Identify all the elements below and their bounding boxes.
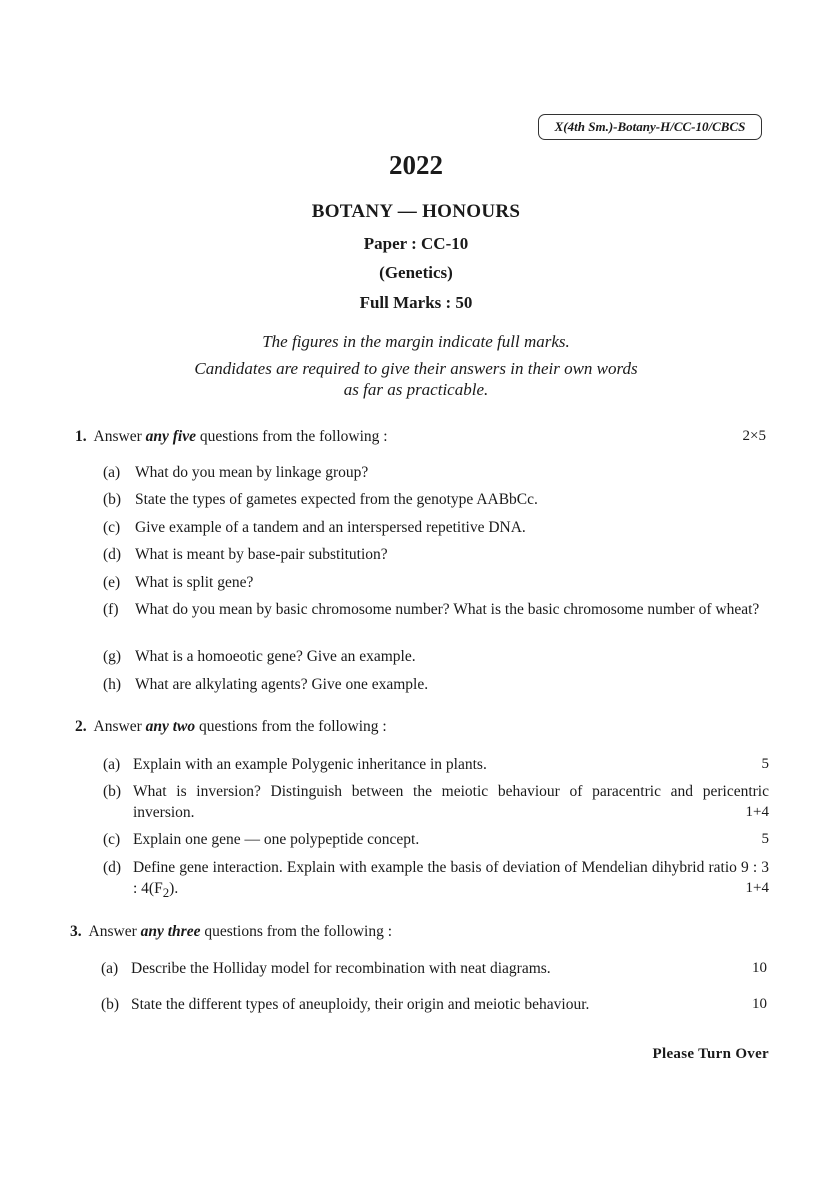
- item-text: What do you mean by linkage group?: [135, 464, 369, 481]
- question-lead: Answer: [93, 428, 142, 445]
- q3-item-b: [101, 994, 767, 1015]
- question-tail: questions from the following :: [199, 428, 388, 445]
- item-text: What is split gene?: [135, 574, 254, 591]
- question-2-heading: [75, 718, 387, 736]
- item-text: What is inversion? Distinguish between the meiotic behaviour of paracentric and pericentric inversion.: [133, 783, 769, 821]
- instruction-line: as far as practicable.: [343, 380, 489, 399]
- item-text: [133, 857, 769, 903]
- q2-item-d: [103, 857, 769, 903]
- question-1-heading: [75, 428, 388, 446]
- q1-item-b: [103, 489, 769, 510]
- item-text: What do you mean by basic chromosome number? What is the basic chromosome number of wheat?: [135, 601, 760, 618]
- item-label: (b): [101, 996, 120, 1013]
- instruction-line: Candidates are required to give their answers in their own words: [194, 359, 638, 378]
- paper-topic: (Genetics): [379, 263, 453, 282]
- question-lead: Answer: [93, 718, 142, 735]
- item-label: (c): [103, 519, 121, 536]
- instruction-marks: The figures in the margin indicate full marks.: [262, 332, 570, 351]
- item-text: What is a homoeotic gene? Give an example.: [135, 648, 416, 665]
- item-marks: 1+4: [745, 804, 769, 820]
- q1-item-h: [103, 674, 769, 695]
- q2-item-c: [103, 829, 769, 850]
- item-label: (a): [103, 756, 121, 773]
- subscript-2: 2: [162, 885, 170, 901]
- question-emphasis: any two: [145, 718, 196, 735]
- question-emphasis: any five: [145, 428, 196, 445]
- q3-item-a: [101, 958, 767, 979]
- item-text: What is meant by base-pair substitution?: [135, 546, 388, 563]
- item-text: Give example of a tandem and an interspersed repetitive DNA.: [135, 519, 526, 536]
- question-tail: questions from the following :: [204, 923, 393, 940]
- q1-item-d: [103, 544, 769, 565]
- item-label: (d): [103, 859, 122, 876]
- question-lead: Answer: [88, 923, 137, 940]
- question-number: 2.: [75, 718, 87, 735]
- item-label: (e): [103, 574, 121, 591]
- item-label: (b): [103, 491, 122, 508]
- question-number: 1.: [75, 428, 87, 445]
- item-text-main: Define gene interaction. Explain with example the basis of deviation of Mendelian dihybrid ratio 9 : 3 : 4(F: [133, 859, 769, 897]
- item-marks: 10: [752, 960, 767, 976]
- item-label: (f): [103, 601, 119, 618]
- item-text: Explain with an example Polygenic inheritance in plants.: [133, 756, 487, 773]
- paper-code: X(4th Sm.)-Botany-H/CC-10/CBCS: [554, 119, 746, 134]
- question-3-heading: [70, 923, 392, 941]
- question-number: 3.: [70, 923, 82, 940]
- q2-item-b: [103, 781, 769, 823]
- item-text-end: ).: [169, 880, 179, 897]
- item-label: (a): [101, 960, 119, 977]
- item-text: What are alkylating agents? Give one example.: [135, 676, 429, 693]
- question-tail: questions from the following :: [199, 718, 387, 735]
- item-text: State the types of gametes expected from the genotype AABbCc.: [135, 491, 538, 508]
- question-emphasis: any three: [140, 923, 201, 940]
- item-marks: 1+4: [745, 880, 769, 896]
- item-label: (g): [103, 648, 122, 665]
- item-text: Describe the Holliday model for recombination with neat diagrams.: [131, 960, 551, 977]
- item-marks: 5: [761, 831, 769, 847]
- subject-title: BOTANY — HONOURS: [311, 201, 521, 222]
- q1-item-a: [103, 462, 769, 483]
- item-label: (a): [103, 464, 121, 481]
- please-turn-over: Please Turn Over: [652, 1046, 769, 1062]
- exam-year: 2022: [389, 150, 443, 180]
- item-marks: 10: [752, 996, 767, 1012]
- q2-item-a: [103, 754, 769, 775]
- q1-item-g: [103, 646, 769, 667]
- full-marks: Full Marks : 50: [359, 293, 473, 312]
- q1-item-e: [103, 572, 769, 593]
- paper-number: Paper : CC-10: [363, 234, 469, 253]
- item-label: (h): [103, 676, 122, 693]
- item-label: (c): [103, 831, 121, 848]
- q1-item-f: [103, 599, 769, 620]
- item-label: (b): [103, 783, 122, 800]
- paper-code-box: [538, 114, 762, 140]
- question-1-marks: 2×5: [742, 428, 766, 444]
- item-text: Explain one gene — one polypeptide concept.: [133, 831, 420, 848]
- instruction-own-words: [0, 358, 832, 400]
- item-marks: 5: [761, 756, 769, 772]
- item-label: (d): [103, 546, 122, 563]
- item-text: State the different types of aneuploidy, their origin and meiotic behaviour.: [131, 996, 590, 1013]
- q1-item-c: [103, 517, 769, 538]
